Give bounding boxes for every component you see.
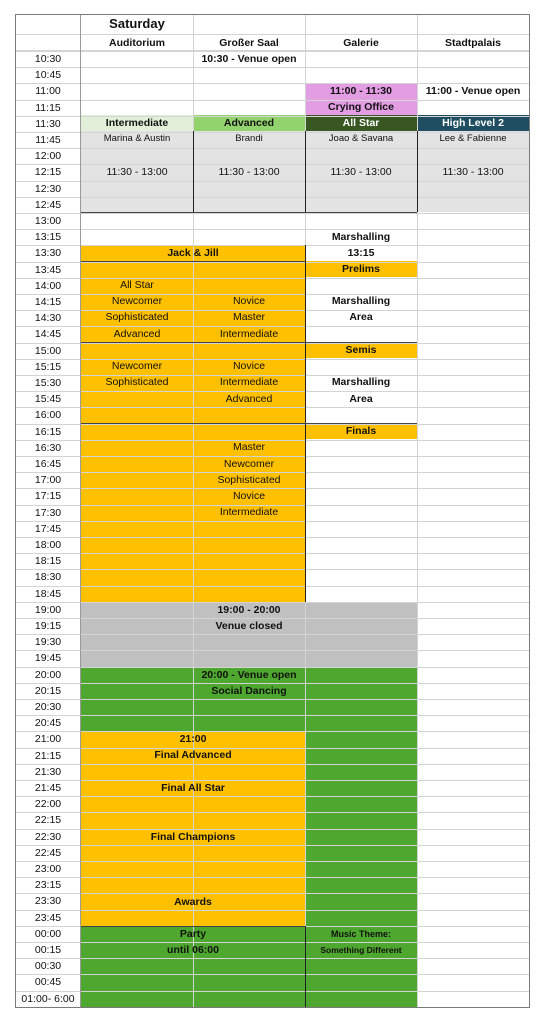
prelims-division: All Star xyxy=(120,279,154,291)
workshop-separator xyxy=(417,131,418,212)
time-slot: 12:00 xyxy=(34,150,62,163)
time-slot: 11:00 xyxy=(35,85,61,98)
time-slot: 10:30 xyxy=(34,53,62,65)
time-slot: 00:30 xyxy=(34,960,62,973)
time-slot: 11:45 xyxy=(35,134,61,146)
semis-label: Semis xyxy=(345,344,377,356)
time-slot: 20:15 xyxy=(34,684,62,697)
finals-division: Intermediate xyxy=(219,506,279,518)
time-slot: 23:15 xyxy=(34,879,62,892)
time-slot: 11:15 xyxy=(35,101,61,114)
time-slot: 19:15 xyxy=(34,620,62,632)
time-slot: 22:00 xyxy=(34,798,62,811)
time-slot: 17:00 xyxy=(34,474,62,487)
time-slot: 20:30 xyxy=(34,701,62,713)
time-slot: 00:00 xyxy=(34,927,62,940)
workshop-teachers: Marina & Austin xyxy=(103,133,171,144)
time-slot: 14:30 xyxy=(34,312,62,325)
prelims-division: Sophisticated xyxy=(105,311,169,323)
time-slot: 11:30 xyxy=(35,117,61,130)
workshop-time: 11:30 - 13:00 xyxy=(330,166,392,178)
time-slot: 00:45 xyxy=(34,976,62,989)
time-slot: 15:15 xyxy=(34,360,62,373)
time-slot: 19:00 xyxy=(34,603,62,616)
prelims-label: Prelims xyxy=(342,263,380,275)
semis-division: Sophisticated xyxy=(105,376,169,388)
prelims-division: Novice xyxy=(232,295,266,307)
final-champions: Final Champions xyxy=(150,831,236,843)
final-all-star: Final All Star xyxy=(161,782,225,794)
marshalling-label: Marshalling xyxy=(331,231,391,243)
time-slot: 22:15 xyxy=(34,814,62,827)
workshop-time: 11:30 - 13:00 xyxy=(218,166,280,178)
workshop-level: High Level 2 xyxy=(442,117,504,129)
semis-division: Novice xyxy=(232,360,266,372)
workshop-teachers: Brandi xyxy=(235,133,263,144)
time-slot: 13:30 xyxy=(34,247,62,260)
time-slot: 13:45 xyxy=(34,263,62,276)
prelims-division: Master xyxy=(232,311,266,323)
venue-closed-label: Venue closed xyxy=(215,620,283,632)
time-slot: 14:00 xyxy=(34,279,62,292)
time-slot: 16:15 xyxy=(34,425,62,438)
marshalling-time: 13:15 xyxy=(347,247,375,259)
marshalling-area-label: Marshalling xyxy=(331,295,391,307)
awards-label: Awards xyxy=(174,896,212,908)
venue-header-stadtpalais: Stadtpalais xyxy=(444,37,502,49)
semis-division: Advanced xyxy=(225,393,273,405)
workshop-bottom xyxy=(81,212,417,213)
stadtpalais-venue-open: 11:00 - Venue open xyxy=(425,85,521,97)
party-until-label: until 06:00 xyxy=(167,944,219,956)
time-slot: 12:15 xyxy=(34,166,62,179)
time-slot: 20:45 xyxy=(34,717,62,730)
time-slot: 22:45 xyxy=(34,846,62,859)
finals-division: Novice xyxy=(232,490,266,502)
time-slot: 10:45 xyxy=(34,69,62,82)
party-label: Party xyxy=(179,928,207,940)
crying-office-label: Crying Office xyxy=(328,101,394,113)
time-slot: 19:30 xyxy=(34,636,62,649)
venue-header-auditorium: Auditorium xyxy=(109,37,165,49)
finals-label: Finals xyxy=(345,425,377,437)
venue-closed-time: 19:00 - 20:00 xyxy=(217,604,281,616)
prelims-division: Newcomer xyxy=(111,295,163,307)
music-theme-value: Something Different xyxy=(320,945,402,955)
time-slot: 14:45 xyxy=(34,328,62,341)
marshalling-area-label: Area xyxy=(349,311,373,323)
final-advanced: Final Advanced xyxy=(154,749,232,761)
time-slot: 00:15 xyxy=(34,944,62,956)
music-theme-label: Music Theme: xyxy=(330,929,391,939)
time-slot: 16:00 xyxy=(34,409,62,422)
marshalling-area-label: Area xyxy=(349,393,373,405)
finals-division: Master xyxy=(232,441,266,453)
time-slot: 18:15 xyxy=(34,555,62,568)
time-slot: 13:15 xyxy=(34,231,62,244)
time-slot: 15:45 xyxy=(34,393,62,406)
prelims-division: Advanced xyxy=(113,328,161,340)
time-slot: 21:00 xyxy=(34,733,62,746)
time-slot: 12:30 xyxy=(34,182,62,195)
workshop-teachers: Joao & Savana xyxy=(328,133,394,144)
evening-venue-open: 20:00 - Venue open xyxy=(201,669,297,681)
social-dancing-label: Social Dancing xyxy=(211,685,287,697)
time-slot: 21:30 xyxy=(34,765,62,778)
time-slot: 17:45 xyxy=(34,522,62,535)
workshop-time: 11:30 - 13:00 xyxy=(442,166,504,178)
semis-division: Newcomer xyxy=(111,360,163,372)
time-slot: 21:15 xyxy=(34,749,62,762)
time-slot: 19:45 xyxy=(34,652,62,665)
time-slot: 17:15 xyxy=(34,490,62,503)
workshop-level: Intermediate xyxy=(105,117,169,129)
workshop-separator xyxy=(193,131,194,212)
finals-start-time: 21:00 xyxy=(179,733,207,745)
time-slot: 22:30 xyxy=(34,830,62,843)
time-slot: 23:45 xyxy=(34,911,62,924)
time-slot: 15:00 xyxy=(34,344,62,357)
semis-division: Intermediate xyxy=(219,376,279,388)
workshop-level: Advanced xyxy=(223,117,275,129)
workshop-level: All Star xyxy=(342,117,380,129)
time-slot: 23:00 xyxy=(34,863,62,875)
time-slot: 17:30 xyxy=(34,506,62,519)
prelims-division: Intermediate xyxy=(219,328,279,340)
venue-open-morning: 10:30 - Venue open xyxy=(201,53,297,65)
venue-header-grosser-saal: Großer Saal xyxy=(219,37,279,49)
venue-header-galerie: Galerie xyxy=(343,37,379,49)
workshop-separator xyxy=(305,131,306,212)
jack-and-jill-title: Jack & Jill xyxy=(167,247,219,259)
time-slot: 18:45 xyxy=(34,587,62,600)
day-title: Saturday xyxy=(109,16,165,31)
workshop-teachers: Lee & Fabienne xyxy=(439,133,507,144)
time-slot: 16:30 xyxy=(34,441,62,454)
time-slot: 12:45 xyxy=(34,198,62,211)
time-slot: 15:30 xyxy=(34,377,62,389)
crying-office-time: 11:00 - 11:30 xyxy=(330,85,392,97)
time-slot: 18:30 xyxy=(34,571,62,584)
time-slot: 13:00 xyxy=(34,215,62,227)
time-slot: 23:30 xyxy=(34,895,62,908)
workshop-time: 11:30 - 13:00 xyxy=(106,166,168,178)
time-slot: 18:00 xyxy=(34,539,62,551)
prelims-divider xyxy=(81,261,305,262)
finals-division: Newcomer xyxy=(223,458,275,470)
finals-division: Sophisticated xyxy=(217,474,281,486)
time-slot: 20:00 xyxy=(34,668,62,681)
marshalling-area-label: Marshalling xyxy=(331,376,391,388)
time-slot: 21:45 xyxy=(34,782,62,794)
time-slot: 01:00- 6:00 xyxy=(21,992,75,1005)
time-slot: 14:15 xyxy=(34,296,62,308)
time-slot: 16:45 xyxy=(34,458,62,470)
